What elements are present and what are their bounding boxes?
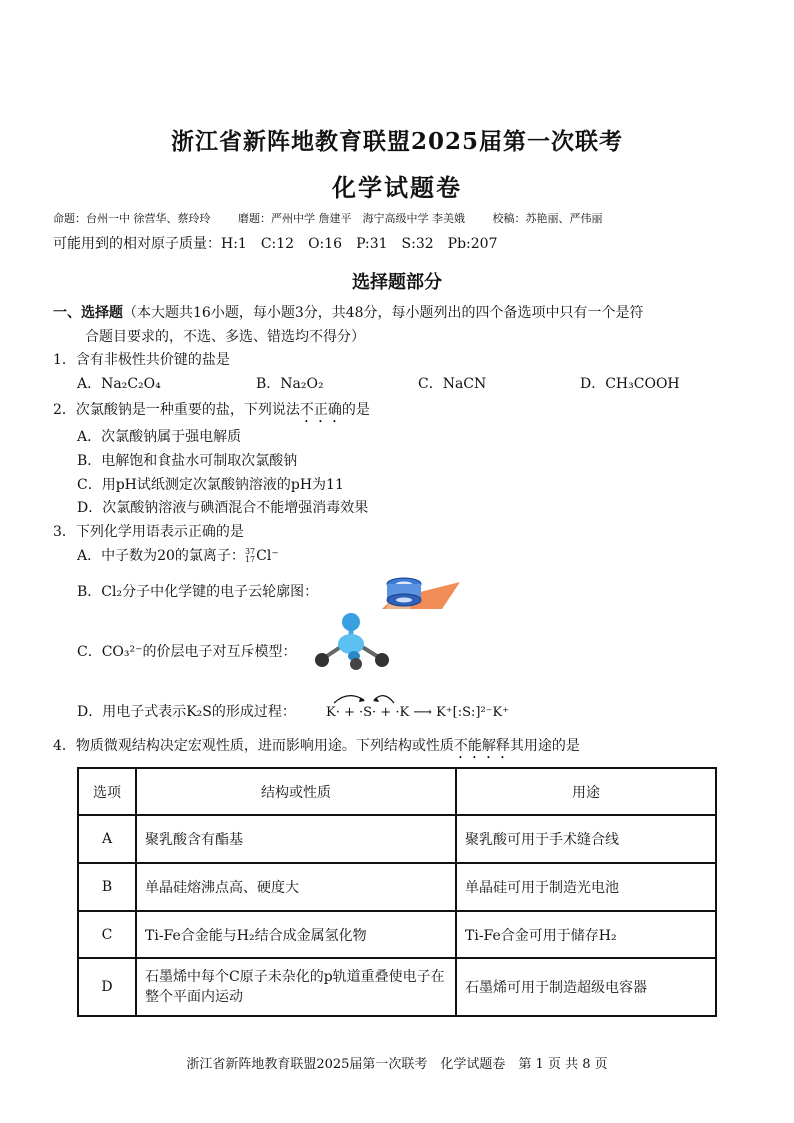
table-cell-option: D xyxy=(78,958,136,1016)
q1-option-a: A．Na₂C₂O₄ xyxy=(77,376,161,392)
instructions-text1: （本大题共16小题，每小题3分，共48分，每小题列出的四个备选项中只有一个是符 xyxy=(123,305,644,321)
q1-option-c: C．NaCN xyxy=(418,376,487,392)
page-footer: 浙江省新阵地教育联盟2025届第一次联考 化学试题卷 第 1 页 共 8 页 xyxy=(186,1057,608,1072)
q4-stem-post: 其用途的是 xyxy=(509,738,580,754)
q3-stem: 3．下列化学用语表示正确的是 xyxy=(53,524,244,540)
q2-stem-emphasis: 不正确 xyxy=(299,402,342,418)
q2-option-d: D．次氯酸钠溶液与碘酒混合不能增强消毒效果 xyxy=(77,500,369,516)
table-cell-use: 单晶硅可用于制造光电池 xyxy=(456,863,716,911)
table-cell-structure: 石墨烯中每个C原子未杂化的p轨道重叠使电子在整个平面内运动 xyxy=(136,958,456,1016)
q2-stem-post: 的是 xyxy=(341,402,370,418)
table-cell-option: A xyxy=(78,815,136,863)
table-header-structure: 结构或性质 xyxy=(136,768,456,815)
q4-options-table xyxy=(77,767,717,1017)
q3-option-b: B．Cl₂分子中化学键的电子云轮廓图： xyxy=(77,584,319,600)
table-row xyxy=(78,815,716,863)
table-header-use: 用途 xyxy=(456,768,716,815)
q4-stem-emphasis: 不能解释 xyxy=(453,738,510,754)
q2-option-a: A．次氯酸钠属于强电解质 xyxy=(77,429,242,445)
q3-option-d-formula: K· + ·S· + ·K ⟶ K⁺[:S:]²⁻K⁺ xyxy=(326,705,510,720)
q3-option-a-text: A．中子数为20的氯离子： xyxy=(77,548,245,564)
q2-stem-pre: 2．次氯酸钠是一种重要的盐，下列说法 xyxy=(53,402,300,418)
q1-stem: 1．含有非极性共价键的盐是 xyxy=(53,352,230,368)
table-cell-structure: Ti-Fe合金能与H₂结合成金属氢化物 xyxy=(136,911,456,958)
proposition-credit: 命题：台州一中 徐营华、蔡玲玲 xyxy=(53,212,211,225)
q2-option-b: B．电解饱和食盐水可制取次氯酸钠 xyxy=(77,453,298,469)
instructions-line2: 合题目要求的，不选、多选、错选均不得分） xyxy=(85,329,365,345)
proofread-credit: 校稿：苏艳丽、严伟丽 xyxy=(492,212,603,225)
table-cell-use: 石墨烯可用于制造超级电容器 xyxy=(456,958,716,1016)
q3-option-d: D．用电子式表示K₂S的形成过程： xyxy=(77,704,296,720)
polish-credit: 磨题：严州中学 詹建平 海宁高级中学 李美娥 xyxy=(238,212,465,225)
q1-option-b: B．Na₂O₂ xyxy=(256,376,324,392)
q4-stem-pre: 4．物质微观结构决定宏观性质，进而影响用途。下列结构或性质 xyxy=(53,738,454,754)
atomic-masses: 可能用到的相对原子质量：H:1 C:12 O:16 P:31 S:32 Pb:207 xyxy=(53,236,498,252)
q3-option-a xyxy=(77,546,279,566)
instructions-label: 一、选择题 xyxy=(53,305,123,321)
electron-cloud-diagram xyxy=(352,574,462,614)
instructions-line1 xyxy=(53,303,644,323)
q2-stem xyxy=(53,400,370,426)
table-header-option: 选项 xyxy=(78,768,136,815)
table-row xyxy=(78,863,716,911)
electron-transfer-arrows-icon xyxy=(328,690,398,704)
q1-option-d: D．CH₃COOH xyxy=(580,376,680,392)
table-cell-option: C xyxy=(78,911,136,958)
chlorine-isotope-numbers: 37 17 xyxy=(244,547,256,564)
q2-option-c: C．用pH试纸测定次氯酸钠溶液的pH为11 xyxy=(77,477,344,493)
table-cell-option: B xyxy=(78,863,136,911)
table-header-row xyxy=(78,768,716,815)
table-cell-use: 聚乳酸可用于手术缝合线 xyxy=(456,815,716,863)
exam-title: 浙江省新阵地教育联盟2025届第一次联考 xyxy=(170,128,623,155)
section-title: 选择题部分 xyxy=(352,272,442,293)
table-cell-structure: 聚乳酸含有酯基 xyxy=(136,815,456,863)
vsepr-model-icon xyxy=(310,612,392,674)
q3-option-c: C．CO₃²⁻的价层电子对互斥模型： xyxy=(77,644,297,660)
authors-line xyxy=(53,210,627,226)
exam-subtitle: 化学试题卷 xyxy=(332,173,462,202)
table-cell-use: Ti-Fe合金可用于储存H₂ xyxy=(456,911,716,958)
table-cell-structure: 单晶硅熔沸点高、硬度大 xyxy=(136,863,456,911)
q4-stem xyxy=(53,736,580,762)
q3-option-a-formula: Cl⁻ xyxy=(256,548,279,564)
table-row xyxy=(78,911,716,958)
table-row xyxy=(78,958,716,1016)
